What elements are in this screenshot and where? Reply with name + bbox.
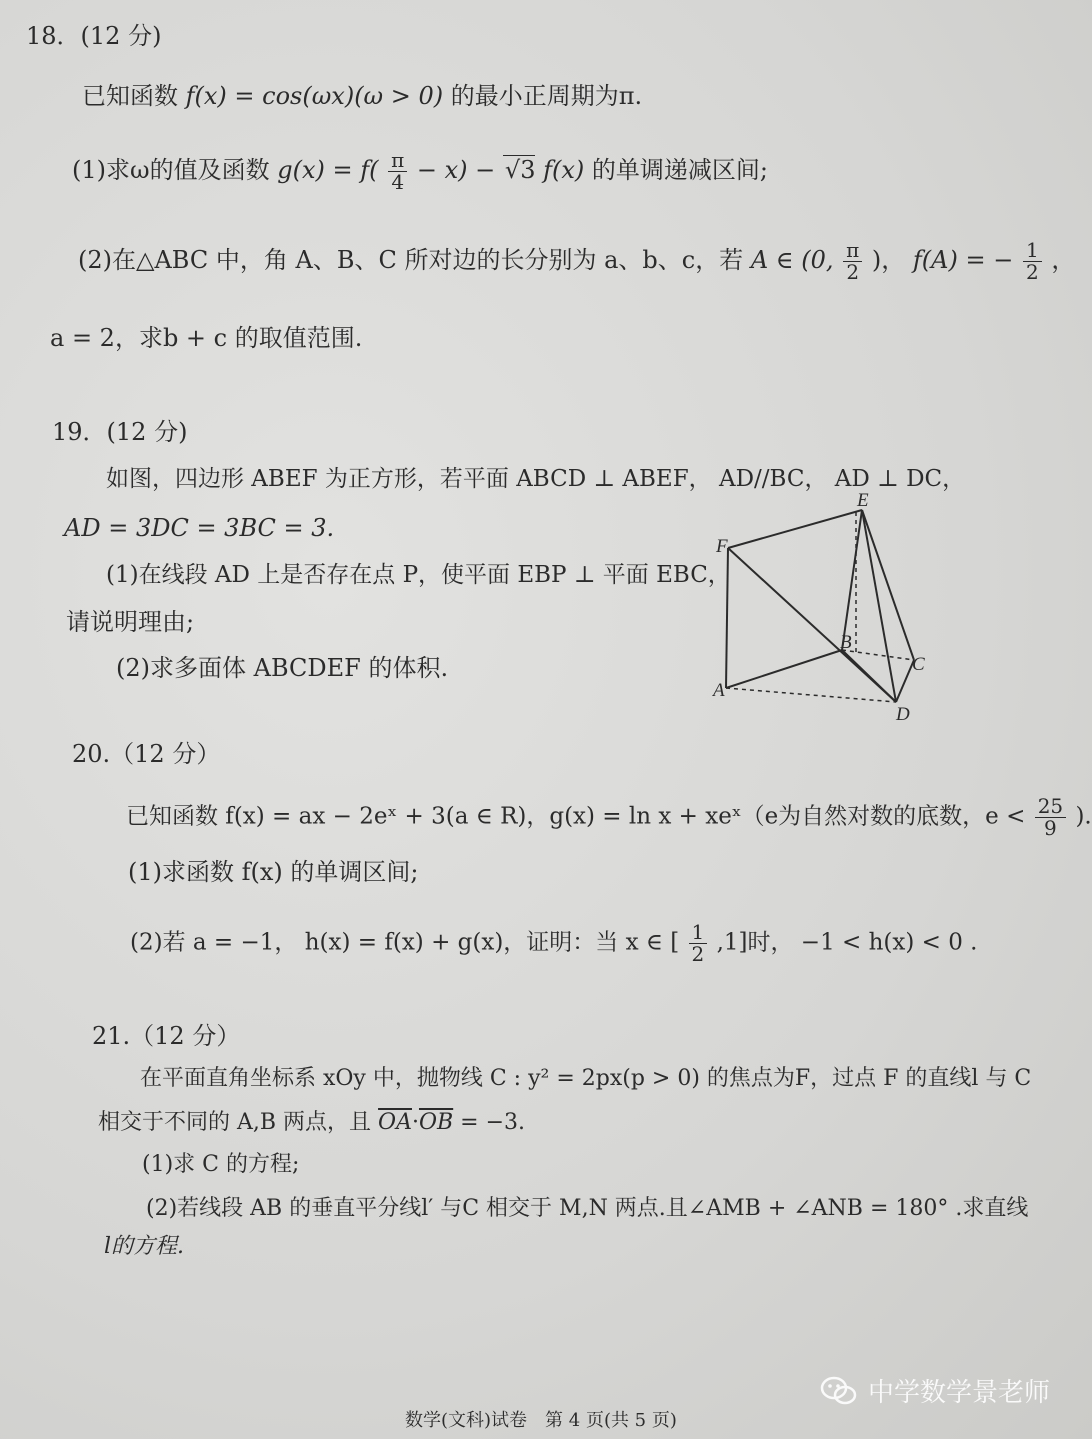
edge-AB xyxy=(726,650,842,688)
q20-part2-fraction xyxy=(689,922,708,965)
q21-part2-b: l的方程. xyxy=(104,1234,185,1259)
label-A: A xyxy=(713,680,725,701)
q18-part1-sqrt3: √3 xyxy=(504,156,536,184)
polyhedron-figure xyxy=(700,490,950,730)
q18-part2-frac-den: 2 xyxy=(846,260,860,284)
q21-vector-OB: $\overline{OB}$ xyxy=(418,1110,454,1135)
label-E: E xyxy=(857,490,869,511)
q18-part1-tail: 的单调递减区间; xyxy=(591,156,769,184)
q18-part2-A: A ∈ (0, xyxy=(750,246,834,274)
q21-part1: (1)求 C 的方程; xyxy=(142,1152,300,1177)
q21-line2 xyxy=(98,1110,525,1136)
q18-part1-g: g(x) = f( xyxy=(277,156,379,184)
q18-part1-frac-den: 4 xyxy=(391,170,405,194)
edge-EB xyxy=(842,510,862,650)
q18-part2-close: )， xyxy=(871,246,906,274)
q18-part1-mid: − x) − xyxy=(416,156,503,184)
q20-part2-num: 1 xyxy=(689,922,708,944)
edge-AD-hidden xyxy=(726,688,896,702)
q19-part1-b: 请说明理由; xyxy=(66,608,195,636)
q18-part2-half-num: 1 xyxy=(1023,240,1042,262)
q18-function-def: f(x) = cos(ωx)(ω > 0) xyxy=(185,82,444,110)
q21-dot: · xyxy=(411,1110,419,1135)
q18-title: 18．(12 分) xyxy=(26,22,162,50)
q20-e-fraction xyxy=(1035,796,1066,839)
q18-part2-fA: f(A) = − xyxy=(912,246,1014,274)
q19-part1: (1)在线段 AD 上是否存在点 P，使平面 EBP ⊥ 平面 EBC， xyxy=(106,562,731,588)
q19-line2: AD = 3DC = 3BC = 3. xyxy=(64,514,335,542)
q18-part1 xyxy=(72,150,768,193)
edge-BC-hidden xyxy=(842,650,914,660)
q18-part1-frac-num: π xyxy=(388,150,407,172)
q18-stem-text: 已知函数 xyxy=(82,82,178,110)
wechat-icon xyxy=(820,1375,858,1407)
edge-FA xyxy=(726,548,728,688)
q18-part2-half-den: 2 xyxy=(1025,260,1039,284)
q20-part1: (1)求函数 f(x) 的单调区间; xyxy=(128,858,419,886)
q20-e-close: ). xyxy=(1075,803,1092,830)
q20-e-num: 25 xyxy=(1035,796,1066,818)
q18-part2-half xyxy=(1023,240,1042,283)
q18-stem xyxy=(82,82,642,111)
q19-title: 19．(12 分) xyxy=(52,418,188,446)
q18-part2 xyxy=(78,240,1075,283)
q20-line1 xyxy=(126,796,1092,839)
q20-title: 20.（12 分） xyxy=(72,740,221,768)
q20-line1-text: 已知函数 f(x) = ax − 2eˣ + 3(a ∈ R)，g(x) = ln x + xeˣ（e为自然对数的底数，e < xyxy=(126,803,1026,830)
wechat-watermark xyxy=(820,1372,1050,1409)
q20-e-den: 9 xyxy=(1044,816,1057,840)
q18-part1-fraction xyxy=(388,150,407,193)
edge-FE xyxy=(728,510,862,548)
q18-part2-text: (2)在△ABC 中，角 A、B、C 所对边的长分别为 a、b、c，若 xyxy=(78,246,744,274)
q21-vector-OA: $\overline{OA}$ xyxy=(378,1110,412,1135)
q19-part2: (2)求多面体 ABCDEF 的体积. xyxy=(116,654,449,682)
label-C: C xyxy=(912,654,925,675)
q21-line2-text: 相交于不同的 A,B 两点，且 xyxy=(98,1110,372,1135)
q18-part1-fx: f(x) xyxy=(543,156,585,184)
label-D: D xyxy=(896,704,910,725)
page-footer: 数学(文科)试卷 第 4 页(共 5 页) xyxy=(405,1410,677,1431)
q18-part2-line2: a = 2，求b + c 的取值范围. xyxy=(50,324,363,352)
q20-part2 xyxy=(130,922,977,965)
label-F: F xyxy=(716,536,728,557)
q20-part2-den: 2 xyxy=(691,942,705,966)
q20-part2-tail: ,1]时， −1 < h(x) < 0 . xyxy=(716,929,978,956)
label-B: B xyxy=(840,632,852,653)
q18-part1-text: (1)求ω的值及函数 xyxy=(72,156,270,184)
q21-line1: 在平面直角坐标系 xOy 中，抛物线 C : y² = 2px(p > 0) 的焦点为F，过点 F 的直线l 与 C xyxy=(140,1066,1032,1091)
q19-line1: 如图，四边形 ABEF 为正方形，若平面 ABCD ⊥ ABEF， AD//BC， AD ⊥ DC， xyxy=(106,466,966,492)
q20-part2-text: (2)若 a = −1， h(x) = f(x) + g(x)，证明：当 x ∈ [ xyxy=(130,929,680,956)
q18-part2-frac-num: π xyxy=(843,240,862,262)
q18-part2-comma: ， xyxy=(1051,246,1076,274)
edge-EC xyxy=(862,510,914,660)
q21-title: 21.（12 分） xyxy=(92,1022,241,1050)
q21-part2: (2)若线段 AB 的垂直平分线l′ 与C 相交于 M,N 两点.且∠AMB + ∠ANB = 180° .求直线 xyxy=(146,1196,1029,1221)
watermark-text: 中学数学景老师 xyxy=(867,1378,1050,1408)
q18-stem-tail: 的最小正周期为π. xyxy=(450,82,643,110)
q21-line2-tail: = −3. xyxy=(453,1110,526,1135)
q18-part2-fraction xyxy=(843,240,862,283)
